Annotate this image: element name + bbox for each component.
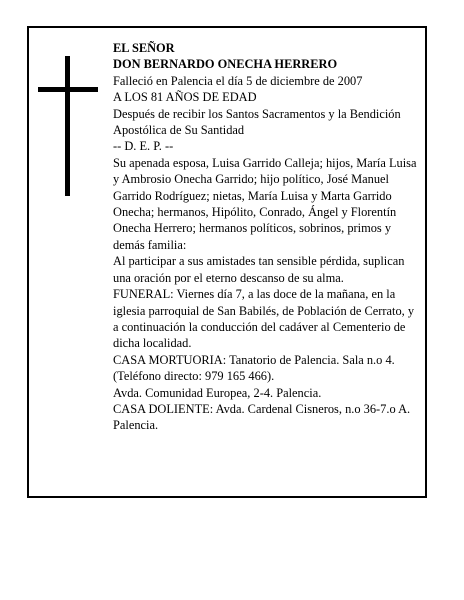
mortuary-address: Avda. Comunidad Europea, 2-4. Palencia. bbox=[113, 385, 322, 400]
obituary-text bbox=[113, 40, 419, 434]
rest-in-peace: -- D. E. P. -- bbox=[113, 139, 174, 154]
casa-doliente: CASA DOLIENTE: Avda. Cardenal Cisneros, n.o 36-7.o A. Palencia. bbox=[113, 401, 411, 433]
cross-horizontal-bar bbox=[38, 87, 98, 92]
notice-title: EL SEÑOR bbox=[113, 41, 175, 55]
deceased-name: DON BERNARDO ONECHA HERRERO bbox=[113, 57, 338, 72]
funeral-details: FUNERAL: Viernes día 7, a las doce de la mañana, en la iglesia parroquial de San Babilés, de Población de Cerrato, y a continuación la conducción del cadáver al Cementerio de dicha localidad. bbox=[113, 287, 415, 351]
cross-icon bbox=[38, 56, 98, 196]
prayer-request: Al participar a sus amistades tan sensible pérdida, suplican una oración por el eterno descanso de su alma. bbox=[113, 254, 405, 285]
family-list: Su apenada esposa, Luisa Garrido Calleja; hijos, María Luisa y Ambrosio Onecha Garrido; hijo político, José Manuel Garrido Rodríguez; nietas, María Luisa y Marta Garrido Onecha; hermanos, Hipólito, Conrado, Ángel y Florentín Onecha Herrero; hermanos políticos, sobrinos, primos y demás familia: bbox=[113, 155, 417, 252]
cross-vertical-bar bbox=[65, 56, 70, 196]
death-statement: Falleció en Palencia el día 5 de diciembre de 2007 bbox=[113, 73, 363, 88]
sacraments-statement: Después de recibir los Santos Sacramentos y la Bendición Apostólica de Su Santidad bbox=[113, 106, 401, 138]
age-statement: A LOS 81 AÑOS DE EDAD bbox=[113, 90, 257, 105]
casa-mortuoria: CASA MORTUORIA: Tanatorio de Palencia. Sala n.o 4. (Teléfono directo: 979 165 466). bbox=[113, 352, 395, 384]
